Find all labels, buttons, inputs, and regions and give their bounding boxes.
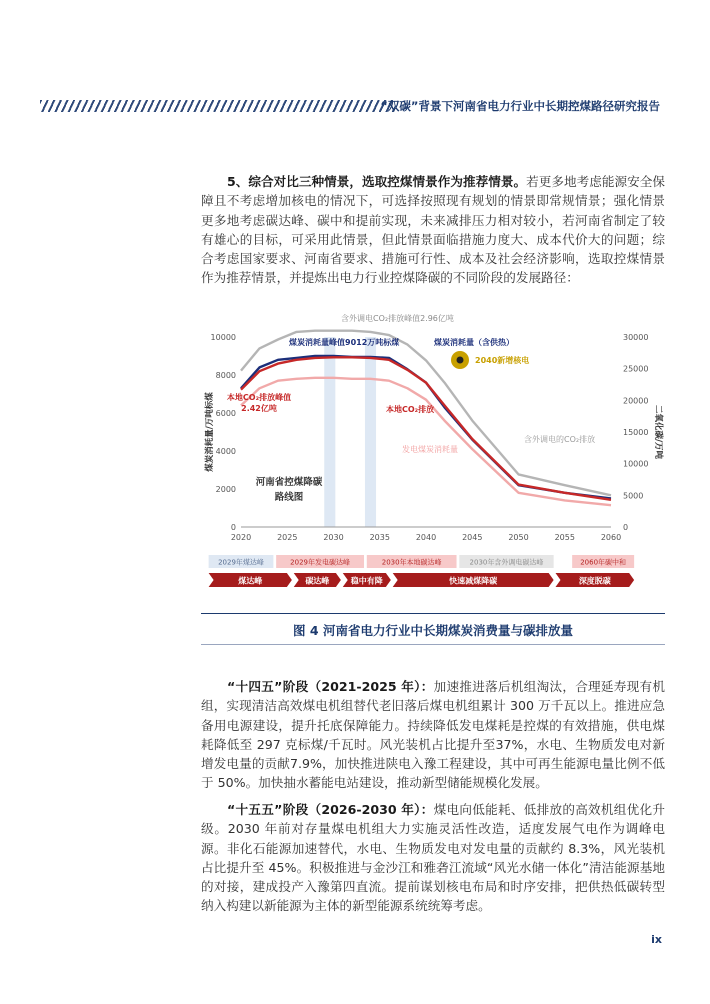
roadmap-title-line2: 路线图 — [274, 492, 304, 503]
y-left-tick-label: 2000 — [215, 485, 236, 494]
y-right-tick-label: 10000 — [623, 459, 649, 469]
paragraph-body: 加速推进落后机组淘汰，合理延寿现有机组，实现清洁高效煤电机组替代老旧落后煤电机组累计 300 万千瓦以上。推进应急备用电源建设，提升托底保障能力。持续降低发电煤耗是控煤的有效措施，供电煤耗降低至 297 克标煤/千瓦时。风光装机占比提升至37%，水电、生物质发电对新增发电量的贡献7.9%，加快推进陕电入豫工程建设，其中可再生能源电量比例不低于 50%。加快抽水蓄能电站建设，推动新型储能规模化发展。 — [201, 679, 666, 791]
annotation-coal-peak: 煤炭消耗量峰值9012万吨标煤 — [289, 338, 400, 347]
figure-caption: 图 4 河南省电力行业中长期煤炭消费量与碳排放量 — [293, 623, 573, 638]
x-tick-label: 2030 — [323, 533, 344, 542]
y-right-tick-label: 30000 — [623, 333, 649, 342]
x-tick-label: 2035 — [369, 533, 390, 542]
x-tick-label: 2040 — [415, 533, 437, 542]
y-right-tick-label: 15000 — [623, 428, 649, 437]
figure-rule-top — [201, 613, 665, 614]
paragraph-lead: “十五五”阶段（2026-2030 年）： — [227, 802, 434, 817]
annotation-external-co2: 含外调电的CO₂排放 — [524, 435, 596, 444]
y-right-axis-label: 二氧化碳/万吨 — [653, 404, 663, 460]
milestone-label: 2030年本地碳达峰 — [381, 558, 442, 567]
milestone-label: 2029年煤达峰 — [218, 558, 264, 567]
stage-label: 快速减煤降碳 — [449, 576, 498, 586]
x-tick-label: 2045 — [462, 533, 483, 542]
figure-rule-bottom — [201, 644, 665, 645]
paragraph-body: 若更多地考虑能源安全保障且不考虑增加核电的情况下，可选择按照现有规划的情景即常规情景；强化情景更多地考虑碳达峰、碳中和提前实现，未来减排压力相对较小，若河南省制定了较有雄心的目标，可采用此情景，但此情景面临措施力度大、成本代价大的问题；综合考虑国家要求、河南省要求、措施可行性、成本及社会经济影响，选取控煤情景作为推荐情景，并提炼出电力行业控煤降碳的不同阶段的发展路径： — [201, 174, 666, 286]
y-left-tick-label: 8000 — [215, 371, 236, 380]
y-left-tick-label: 4000 — [215, 447, 236, 456]
peak-band — [324, 337, 335, 527]
y-right-tick-label: 20000 — [623, 396, 649, 406]
roadmap-timeline — [209, 555, 635, 587]
paragraph-14th-five-year — [201, 677, 665, 793]
coal-carbon-chart — [201, 305, 665, 605]
header-title: “双碳”背景下河南省电力行业中长期控煤路径研究报告 — [380, 99, 660, 113]
milestone-label: 2030年含外调电碳达峰 — [469, 558, 544, 567]
roadmap-title: 河南省控煤降碳 — [255, 477, 323, 488]
x-tick-label: 2060 — [600, 533, 622, 542]
milestone-label: 2060年碳中和 — [580, 558, 627, 567]
paragraph-lead: 5、综合对比三种情景，选取控煤情景作为推荐情景。 — [227, 174, 527, 189]
annotation-local-co2-peak-value: 2.42亿吨 — [241, 404, 277, 413]
paragraph-body: 煤电向低能耗、低排放的高效机组优化升级。2030 年前对存量煤电机组大力实施灵活性改造，适度发展气电作为调峰电源。非化石能源加速替代，水电、生物质发电对发电量的贡献约 8.3%，风光装机占比提升至 45%。积极推进与金沙江和雅砻江流域“风光水储一体化”清洁能源基地的对接，建成投产入豫第四直流。提前谋划核电布局和时序安排，把供热低碳转型纳入构建以新能源为主体的新型能源系统统筹考虑。 — [201, 802, 666, 914]
paragraph-15th-five-year — [201, 800, 665, 916]
x-tick-label: 2020 — [230, 533, 252, 542]
x-tick-label: 2055 — [554, 533, 575, 542]
stage-label: 煤达峰 — [238, 576, 263, 586]
chart-annotations — [227, 313, 595, 503]
page-number: ix — [651, 933, 662, 946]
x-tick-label: 2025 — [277, 533, 298, 542]
header-stripe-decoration — [40, 100, 395, 112]
stage-label: 碳达峰 — [305, 576, 330, 586]
y-right-tick-label: 0 — [623, 523, 629, 532]
y-left-tick-label: 6000 — [215, 409, 236, 418]
x-tick-label: 2050 — [508, 533, 529, 542]
y-left-tick-label: 0 — [230, 523, 236, 532]
annotation-external-co2-peak: 含外调电CO₂排放峰值2.96亿吨 — [341, 314, 454, 323]
page-header — [40, 97, 670, 117]
y-right-tick-label: 5000 — [623, 491, 644, 501]
y-left-tick-label: 10000 — [210, 333, 236, 342]
stage-label: 稳中有降 — [350, 576, 383, 586]
paragraph-scenario-choice — [201, 172, 665, 288]
peak-period-bands — [324, 337, 376, 527]
annotation-gen-coal: 发电煤炭消耗量 — [402, 445, 458, 454]
y-right-tick-label: 25000 — [623, 364, 649, 374]
annotation-coal-incl-heat: 煤炭消耗量（含供热） — [434, 338, 514, 347]
milestone-label: 2029年发电碳达峰 — [290, 558, 351, 567]
annotation-nuclear: 2040新增核电 — [475, 356, 530, 365]
peak-band — [365, 337, 376, 527]
annotation-local-co2-peak: 本地CO₂排放峰值 — [226, 393, 292, 402]
annotation-local-co2: 本地CO₂排放 — [386, 405, 435, 414]
y-left-axis-label: 煤炭消耗量/万吨标煤 — [205, 392, 215, 472]
stage-label: 深度脱碳 — [578, 576, 611, 586]
paragraph-lead: “十四五”阶段（2021-2025 年）： — [227, 679, 434, 694]
radiation-icon-center — [457, 357, 464, 364]
